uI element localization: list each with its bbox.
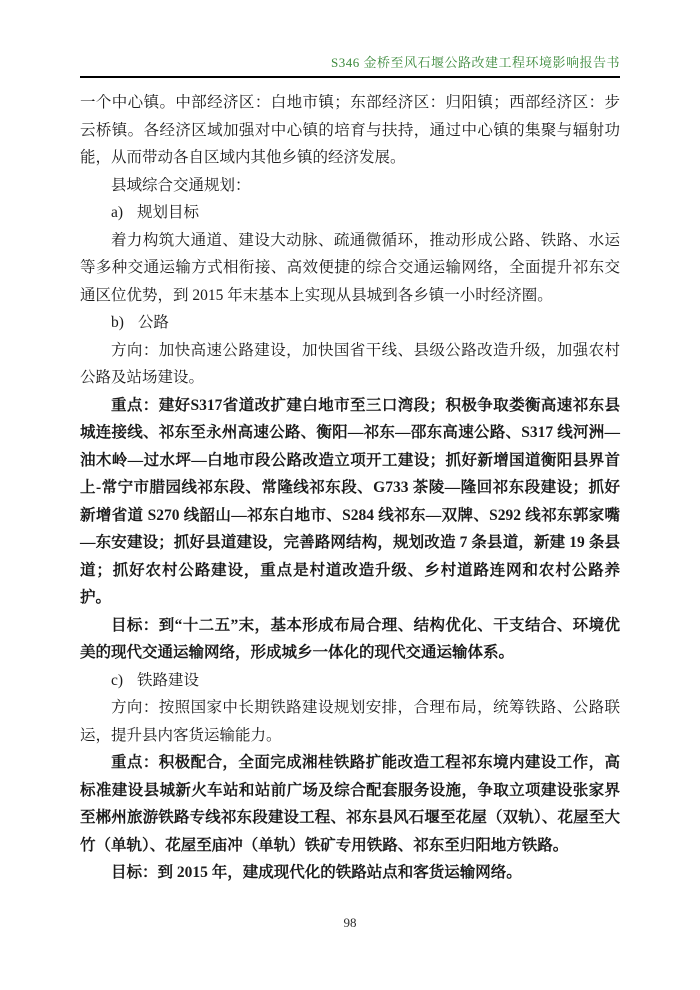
- paragraph-continuation: 一个中心镇。中部经济区：白地市镇；东部经济区：归阳镇；西部经济区：步云桥镇。各经济区域加强对中心镇的培育与扶持，通过中心镇的集聚与辐射功能，从而带动各自区域内其他乡镇的经济发展。: [80, 94, 620, 166]
- list-item-c: [80, 667, 620, 695]
- paragraph-railway-focus: 重点：积极配合，全面完成湘桂铁路扩能改造工程祁东境内建设工作，高标准建设县城新火车站和站前广场及综合配套服务设施，争取立项建设张家界至郴州旅游铁路专线祁东段建设工程、祁东县风石堰至花屋（双轨）、花屋至大竹（单轨）、花屋至庙冲（单轨）铁矿专用铁路、祁东至归阳地方铁路。: [80, 754, 620, 854]
- document-body: [80, 89, 620, 887]
- header-title: S346 金桥至风石堰公路改建工程环境影响报告书: [331, 55, 620, 70]
- page-number: 98: [343, 915, 357, 930]
- list-item-a: [80, 199, 620, 227]
- list-item-b-title: 公路: [137, 314, 169, 331]
- list-item-b: [80, 309, 620, 337]
- header-rule: [80, 76, 620, 78]
- list-item-c-label: c): [111, 671, 124, 689]
- paragraph-highway-direction: 方向：加快高速公路建设，加快国省干线、县级公路改造升级，加强农村公路及站场建设。: [80, 341, 620, 386]
- list-item-a-label: a): [111, 204, 124, 221]
- list-item-c-title: 铁路建设: [136, 671, 199, 689]
- list-item-b-label: b): [111, 314, 124, 331]
- paragraph-planning-goal: 着力构筑大通道、建设大动脉、疏通微循环，推动形成公路、铁路、水运等多种交通运输方式相衔接、高效便捷的综合交通运输网络，全面提升祁东交通区位优势，到 2015 年末基本上实现从县城到各乡镇一小时经济圈。: [80, 231, 620, 304]
- list-item-a-title: 规划目标: [136, 204, 199, 221]
- paragraph-transport-plan-heading: 县域综合交通规划：: [111, 176, 251, 194]
- paragraph-highway-focus: 重点：建好S317省道改扩建白地市至三口湾段；积极争取娄衡高速祁东县城连接线、祁东至永州高速公路、衡阳—祁东—邵东高速公路、S317 线河洲—油木岭—过水坪—白地市段公路改造立项开工建设；抓好新增国道衡阳县界首上-常宁市腊园线祁东段、常隆线祁东段、G733 茶陵—隆回祁东段建设；抓好新增省道 S270 线韶山—祁东白地市、S284 线祁东—双牌、S292 线祁东郭家嘴—东安建设；抓好县道建设，完善路网结构，规划改造 7 条县道，新建 19 条县道；抓好农村公路建设，重点是村道改造升级、乡村道路连网和农村公路养护。: [80, 396, 620, 606]
- paragraph-railway-direction: 方向：按照国家中长期铁路建设规划安排，合理布局，统筹铁路、公路联运，提升县内客货运输能力。: [80, 699, 620, 744]
- paragraph-railway-target: 目标：到 2015 年，建成现代化的铁路站点和客货运输网络。: [111, 864, 522, 881]
- paragraph-highway-target: 目标：到“十二五”末，基本形成布局合理、结构优化、干支结合、环境优美的现代交通运输网络，形成城乡一体化的现代交通运输体系。: [80, 616, 620, 661]
